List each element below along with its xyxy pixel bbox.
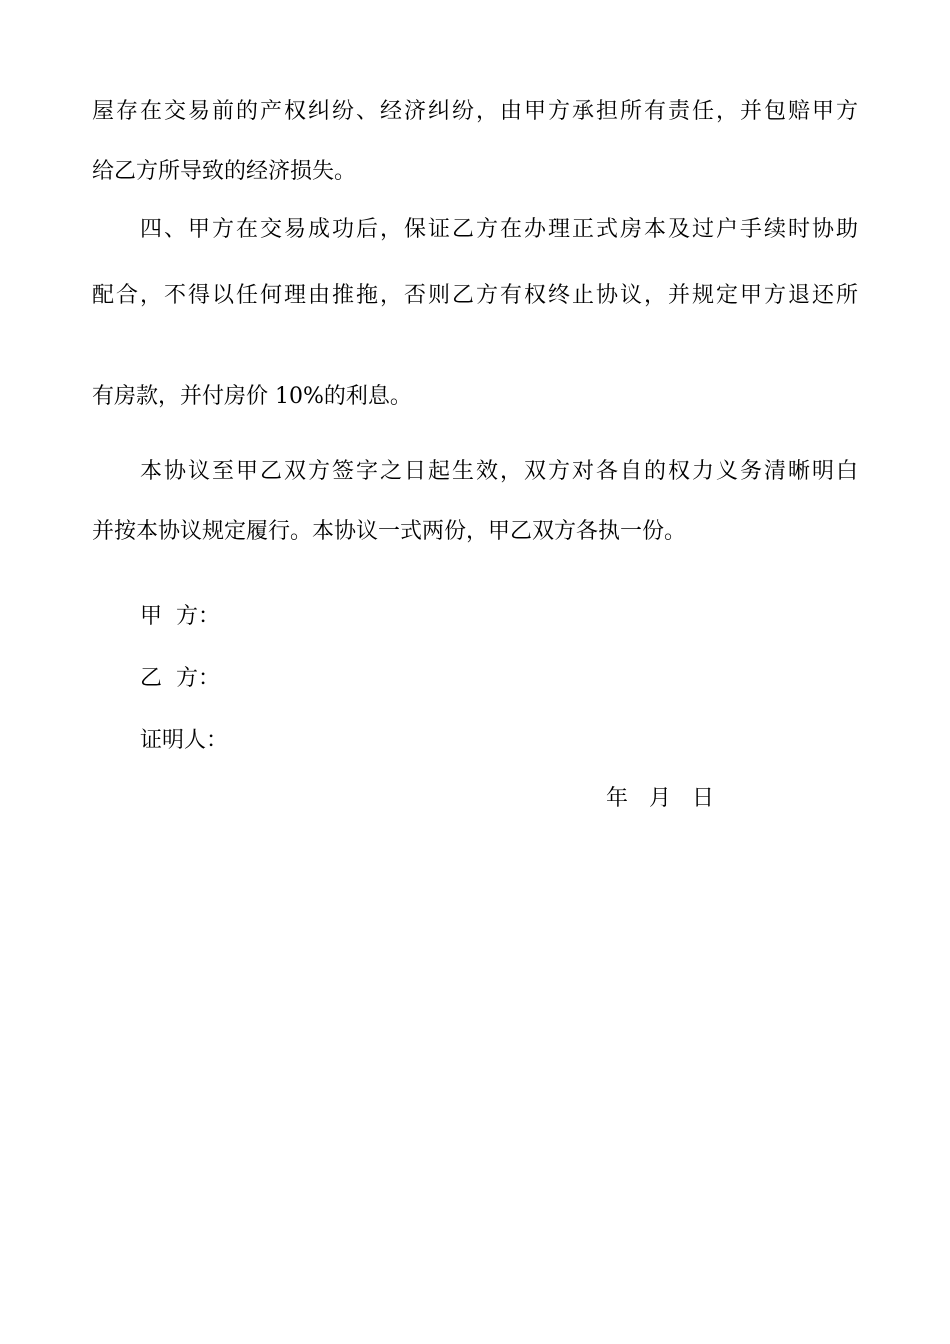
paragraph-4-line-1: 四、甲方在交易成功后，保证乙方在办理正式房本及过户手续时协助	[140, 217, 858, 242]
date-line: 年 月 日	[606, 786, 714, 811]
paragraph-4-line-2: 配合，不得以任何理由推拖，否则乙方有权终止协议，并规定甲方退还所	[92, 283, 858, 308]
signature-party-b: 乙 方：	[140, 666, 220, 691]
paragraph-5-line-2: 并按本协议规定履行。本协议一式两份，甲乙双方各执一份。	[92, 519, 687, 544]
paragraph-5-line-1: 本协议至甲乙双方签字之日起生效，双方对各自的权力义务清晰明白	[140, 459, 858, 484]
signature-party-a: 甲 方：	[140, 604, 220, 629]
signature-witness: 证明人：	[140, 728, 229, 753]
paragraph-4-line-3: 有房款，并付房价 10%的利息。	[92, 384, 412, 409]
paragraph-3-line-2: 给乙方所导致的经济损失。	[92, 159, 357, 184]
paragraph-3-line-1: 屋存在交易前的产权纠纷、经济纠纷，由甲方承担所有责任，并包赔甲方	[92, 99, 858, 124]
